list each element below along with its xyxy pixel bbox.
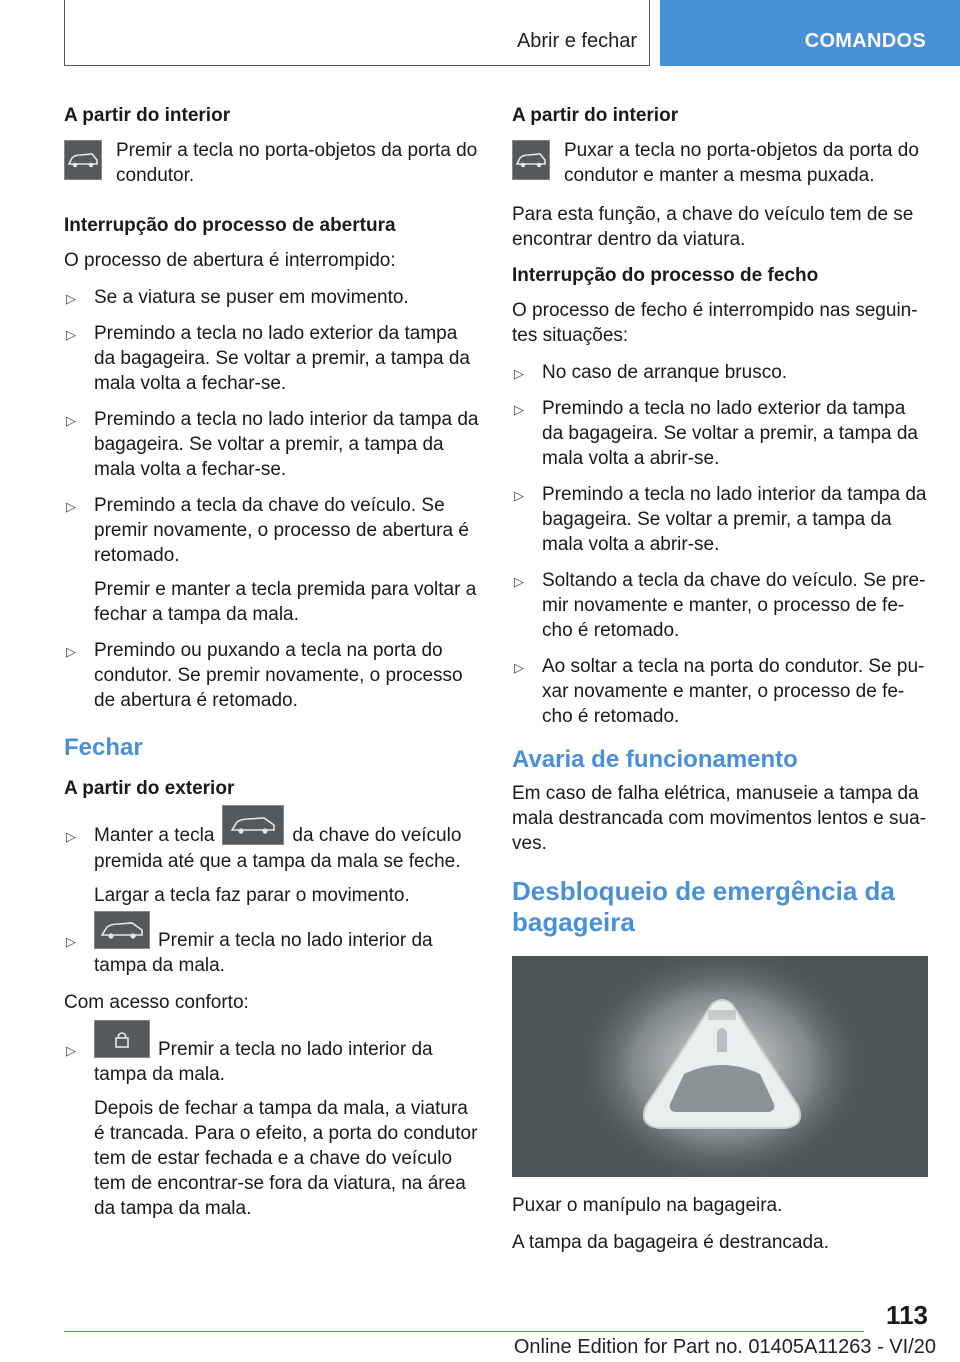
heading-interrupt-open: Interrupção do processo de abertura [64,215,396,236]
footer-edition: Online Edition for Part no. 01405A11263 - VI/20 [513,1336,936,1358]
heading-fechar: Fechar [64,734,143,761]
triangle-bullet-icon: ▷ [66,934,76,949]
close-exterior-list [64,823,480,978]
heading-interior-left: A partir do interior [64,105,231,126]
triangle-bullet-icon: ▷ [66,499,76,514]
heading-interior-right: A partir do interior [512,105,679,126]
list-item-subtext: Depois de fechar a tampa da mala, a viatura é trancada. Para o efeito, a porta do condutor tem de estar fechada e a chave do veículo tem de encontrar-se fora da viatura, na área da tampa da mala. [94,1098,478,1219]
avaria-text: Em caso de falha elétrica, manuseie a tampa da mala destrancada com movimentos lentos e sua-ves. [512,783,926,854]
list-item: ▷ Ao soltar a tecla na porta do condutor. Se pu-xar novamente e manter, o processo de fe-cho é retomado. [514,656,925,727]
heading-exterior: A partir do exterior [64,778,235,799]
interior-open-row [64,138,480,188]
list-item-subtext: Largar a tecla faz parar o movimento. [94,885,410,906]
tailgate-button-icon [512,140,550,180]
triangle-bullet-icon: ▷ [66,327,76,342]
photo-caption: Puxar o manípulo na bagageira. [512,1195,783,1216]
heading-desbloqueio: Desbloqueio de emergência da bagageira [512,876,895,937]
list-item: ▷ Soltando a tecla da chave do veículo. Se pre-mir novamente e manter, o processo de fe-cho é retomado. [514,570,926,641]
lock-button-icon [94,1020,150,1058]
list-item: ▷ No caso de arranque brusco. [512,360,928,385]
interior-close-note: Para esta função, a chave do veículo tem de se encontrar dentro da viatura. [512,204,914,250]
emergency-release-handle-image [512,956,928,1177]
triangle-bullet-icon: ▷ [66,1043,76,1058]
list-item: ▷ Premindo a tecla no lado exterior da tampa da bagageira. Se voltar a premir, a tampa da mala volta a abrir-se. [514,398,919,469]
car-key-button-icon [222,805,284,845]
list-item: ▷ Premindo a tecla da chave do veículo. Se premir novamente, o processo de abertura é retomado. Premir e manter a tecla premida para voltar a fechar a tampa da mala. [64,493,480,627]
triangle-bullet-icon: ▷ [66,413,76,428]
interrupt-open-list [64,285,480,713]
header-chapter-tab[interactable] [660,0,960,66]
interior-open-text: Premir a tecla no porta-objetos da porta do condutor. [116,140,478,186]
list-item: ▷ Premir a tecla no lado interior da tampa da mala. [64,928,480,978]
left-column [64,104,480,1233]
interior-close-text: Puxar a tecla no porta-objetos da porta do condutor e manter a mesma puxada. [564,140,919,186]
list-item-subtext: Premir e manter a tecla premida para voltar a fechar a tampa da mala. [94,579,477,625]
triangle-bullet-icon: ▷ [66,291,76,306]
right-column [512,104,928,1267]
triangle-bullet-icon: ▷ [514,660,524,675]
triangle-bullet-icon: ▷ [514,488,524,503]
comfort-access-intro: Com acesso conforto: [64,992,249,1013]
header-chapter-label: COMANDOS [804,30,926,52]
triangle-bullet-icon: ▷ [514,402,524,417]
list-item: ▷ Premindo a tecla no lado exterior da tampa da bagageira. Se voltar a premir, a tampa da mala volta a fechar-se. [66,323,471,394]
interrupt-close-intro: O processo de fecho é interrompido nas seguin-tes situações: [512,300,918,346]
list-item: ▷ Premindo a tecla no lado interior da tampa da bagageira. Se voltar a premir, a tampa da mala volta a abrir-se. [514,484,927,555]
list-item: ▷ Premindo a tecla no lado interior da tampa da bagageira. Se voltar a premir, a tampa da mala volta a fechar-se. [66,409,479,480]
list-item: ▷ Se a viatura se puser em movimento. [64,285,480,310]
interior-close-row [512,138,928,188]
heading-interrupt-close: Interrupção do processo de fecho [512,265,819,286]
tailgate-button-icon [64,140,102,180]
triangle-bullet-icon: ▷ [514,574,524,589]
page-number: 113 [886,1300,928,1330]
list-item: ▷ Premindo ou puxando a tecla na porta do condutor. Se premir novamente, o processo de abertura é retomado. [66,640,463,711]
tailgate-close-button-icon [94,911,150,949]
footer-divider [64,1331,864,1332]
list-item: ▷ Manter a tecla da chave do veículo premida até que a tampa da mala se feche. Largar a tecla faz parar o movimento. [64,823,480,908]
header-section-box [64,0,650,66]
photo-note: A tampa da bagageira é destrancada. [512,1232,829,1253]
interrupt-close-list [512,360,928,729]
header-section-title: Abrir e fechar [516,30,637,52]
triangle-bullet-icon: ▷ [66,829,76,844]
triangle-bullet-icon: ▷ [514,366,524,381]
triangle-bullet-icon: ▷ [66,644,76,659]
interrupt-open-intro: O processo de abertura é interrompido: [64,250,396,271]
heading-avaria: Avaria de funcionamento [512,746,798,773]
list-item: ▷ Premir a tecla no lado interior da tampa da mala. Depois de fechar a tampa da mala, a viatura é trancada. Para o efeito, a porta do condutor tem de estar fechada e a chave do veículo tem de encontrar-se fora da viatura, na área da tampa da mala. [64,1037,480,1221]
comfort-access-list [64,1037,480,1221]
